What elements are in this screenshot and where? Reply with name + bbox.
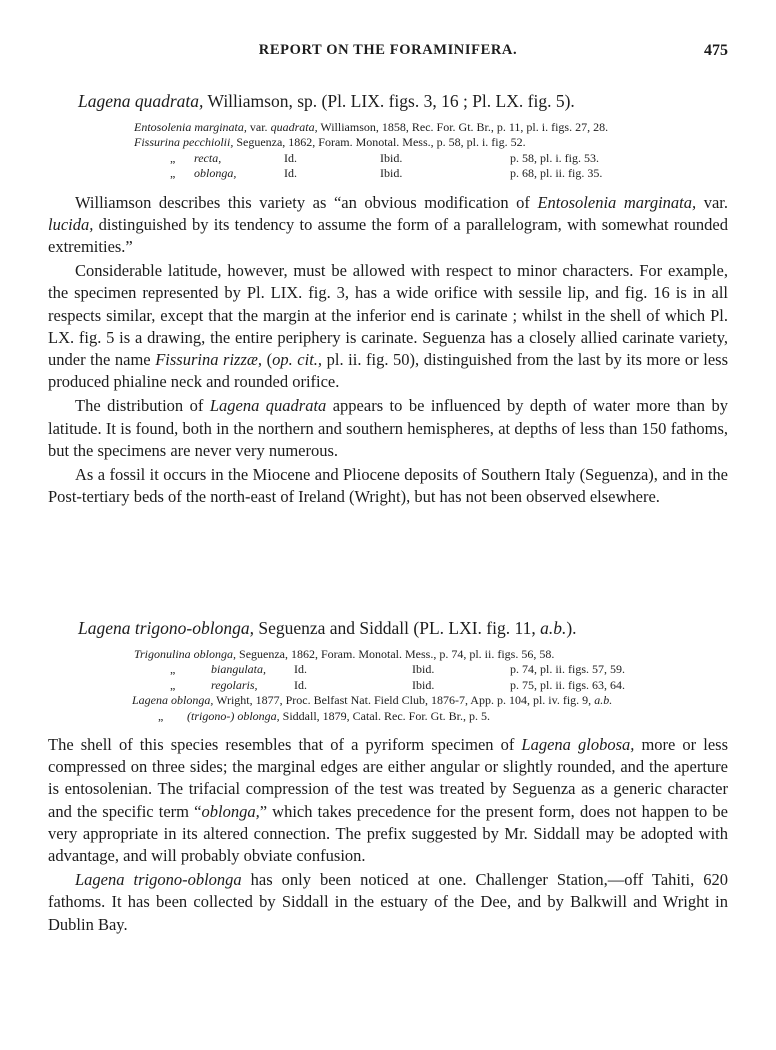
text-italic: lucida, — [48, 214, 94, 234]
text-run: var. — [696, 192, 728, 212]
page-number: 475 — [704, 42, 728, 59]
running-head: REPORT ON THE FORAMINIFERA. — [258, 42, 518, 58]
synonym-work: Ibid. — [380, 166, 403, 181]
section-lagena-trigono-oblonga — [48, 617, 728, 936]
synonym-variety: quadrata, — [270, 120, 318, 134]
text-italic: Fissurina rizzæ, — [155, 350, 263, 370]
synonym-entry — [48, 166, 728, 181]
synonym-reference: Seguenza, 1862, Foram. Monotal. Mess., p. 74, pl. ii. figs. 56, 58. — [236, 647, 555, 661]
figure-label: a.b. — [540, 618, 567, 638]
synonym-text: var. — [246, 120, 271, 134]
paragraph — [48, 192, 728, 259]
synonym-author: Id. — [294, 662, 307, 677]
synonym-reference: p. 58, pl. i. fig. 53. — [510, 150, 599, 165]
synonym-reference: Siddall, 1879, Catal. Rec. For. Gt. Br., p. 5. — [279, 708, 490, 723]
synonym-name: regolaris, — [211, 677, 258, 692]
text-run: ( — [262, 350, 273, 370]
synonym-reference: fig. 9, — [562, 693, 595, 708]
synonym-work: Ibid. — [412, 677, 435, 692]
species-name: Lagena trigono-oblonga, — [78, 618, 254, 638]
text-run: Williamson describes this variety as “an obvious modification of — [75, 192, 538, 212]
figure-label: a.b. — [594, 693, 613, 708]
ditto-mark: „ — [170, 166, 176, 181]
synonym-name: Entosolenia marginata, — [134, 120, 247, 134]
text-run: more or less compressed on three sides; the marginal edges are either angular or slightly rounded, and the aperture is entosolenian. The trifacial compression of the test was treated by Seguenza as a generic character and the specific term “ — [48, 734, 728, 821]
text-run: Considerable latitude, however, must be allowed with respect to minor characters. For example, the specimen represented by Pl. LIX. fig. 3, has a wide orifice with sessile lip, and fig. 16 is in all respects similar, except that the margin at the inferior end is carinate ; whilst in the shell of which Pl. LX. fig. 5 is a drawing, the entire periphery is carinate. Seguenza has a closely allied carinate variety, under the name — [48, 261, 728, 370]
synonym-reference: p. 75, pl. ii. figs. 63, 64. — [510, 677, 626, 692]
body-text — [48, 192, 728, 509]
species-authority: Williamson, sp. (Pl. LIX. figs. 3, 16 ; Pl. LX. fig. 5). — [203, 91, 575, 111]
species-heading — [78, 90, 728, 112]
section-lagena-quadrata — [48, 90, 728, 508]
text-italic: oblonga, — [201, 801, 260, 821]
synonym-entry — [48, 709, 728, 724]
synonym-entry — [48, 662, 728, 677]
synonym-name: Trigonulina oblonga, — [134, 647, 237, 661]
synonym-name: biangulata, — [211, 662, 267, 677]
synonym-author: Id. — [284, 150, 297, 165]
synonym-entry — [48, 151, 728, 166]
paragraph — [48, 260, 728, 393]
synonymy-list — [48, 120, 728, 182]
text-run: appears to be influenced by depth of water more than by latitude. It is found, both in the northern and southern hemispheres, at depths of less than 150 fathoms, but the specimens are never very numerous. — [48, 396, 728, 460]
synonym-name: recta, — [194, 150, 222, 165]
paragraph — [48, 869, 728, 936]
paragraph — [48, 395, 728, 462]
synonym-entry — [48, 678, 728, 693]
body-text — [48, 734, 728, 936]
page-header — [48, 42, 728, 64]
synonym-reference: Seguenza, 1862, Foram. Monotal. Mess., p. 58, pl. i. fig. 52. — [233, 135, 526, 150]
text-run: pl. ii. fig. 50), distinguished from the last by its more or less produced phialine neck and rounded orifice. — [48, 350, 728, 392]
paragraph — [48, 734, 728, 867]
text-run: has only been noticed at one. Challenger Station,—off Tahiti, 620 fathoms. It has been collected by Siddall in the estuary of the Dee, and by Balkwill and Wright in Dublin Bay. — [48, 870, 729, 934]
text-italic: op. cit., — [272, 350, 323, 370]
ditto-mark: „ — [158, 708, 164, 723]
text-italic: Lagena globosa, — [521, 734, 635, 754]
synonym-name: Fissurina pecchiolii, — [134, 135, 234, 150]
species-authority-end: ). — [566, 618, 577, 638]
ditto-mark: „ — [170, 662, 176, 677]
species-heading — [78, 617, 728, 639]
ditto-mark: „ — [170, 677, 176, 692]
synonym-name: Lagena oblonga, — [132, 693, 214, 708]
synonym-reference: p. 68, pl. ii. fig. 35. — [510, 166, 603, 181]
synonym-work: Ibid. — [380, 150, 403, 165]
text-italic: Lagena quadrata — [209, 396, 327, 416]
synonymy-list — [48, 647, 728, 724]
synonym-entry — [48, 647, 728, 662]
text-run: ” which takes precedence for the present form, does not happen to be very appropriate in its altered connection. The prefix suggested by Mr. Siddall may be adopted with advantage, and will probably obviate confusion. — [48, 801, 728, 865]
synonym-reference: p. 74, pl. ii. figs. 57, 59. — [510, 662, 626, 677]
text-run: distinguished by its tendency to assume the form of a parallelogram, with somewhat rounded extremities.” — [48, 214, 728, 256]
text-run: The shell of this species resembles that of a pyriform specimen of — [48, 734, 522, 754]
synonym-name: (trigono-) oblonga, — [187, 708, 280, 723]
text-italic: Lagena trigono-oblonga — [75, 870, 242, 890]
ditto-mark: „ — [170, 150, 176, 165]
text-italic: Entosolenia marginata, — [537, 192, 697, 212]
species-name: Lagena quadrata, — [78, 91, 204, 111]
paragraph: As a fossil it occurs in the Miocene and Pliocene deposits of Southern Italy (Seguenza), and in the Post-tertiary beds of the north-east of Ireland (Wright), but has not been observed elsewhere. — [48, 465, 728, 507]
synonym-entry — [48, 693, 728, 708]
synonym-author: Id. — [294, 677, 307, 692]
synonym-entry — [48, 120, 728, 135]
synonym-work: Ibid. — [412, 662, 435, 677]
synonym-reference: Wright, 1877, Proc. Belfast Nat. Field Club, 1876-7, App. p. 104, pl. iv. — [213, 693, 560, 708]
species-authority: Seguenza and Siddall (PL. LXI. fig. 11, — [253, 618, 541, 638]
synonym-name: oblonga, — [194, 166, 237, 181]
synonym-author: Id. — [284, 166, 297, 181]
synonym-reference: Williamson, 1858, Rec. For. Gt. Br., p. 11, pl. i. figs. 27, 28. — [317, 120, 609, 134]
text-run: The distribution of — [75, 396, 210, 416]
synonym-entry — [48, 135, 728, 150]
